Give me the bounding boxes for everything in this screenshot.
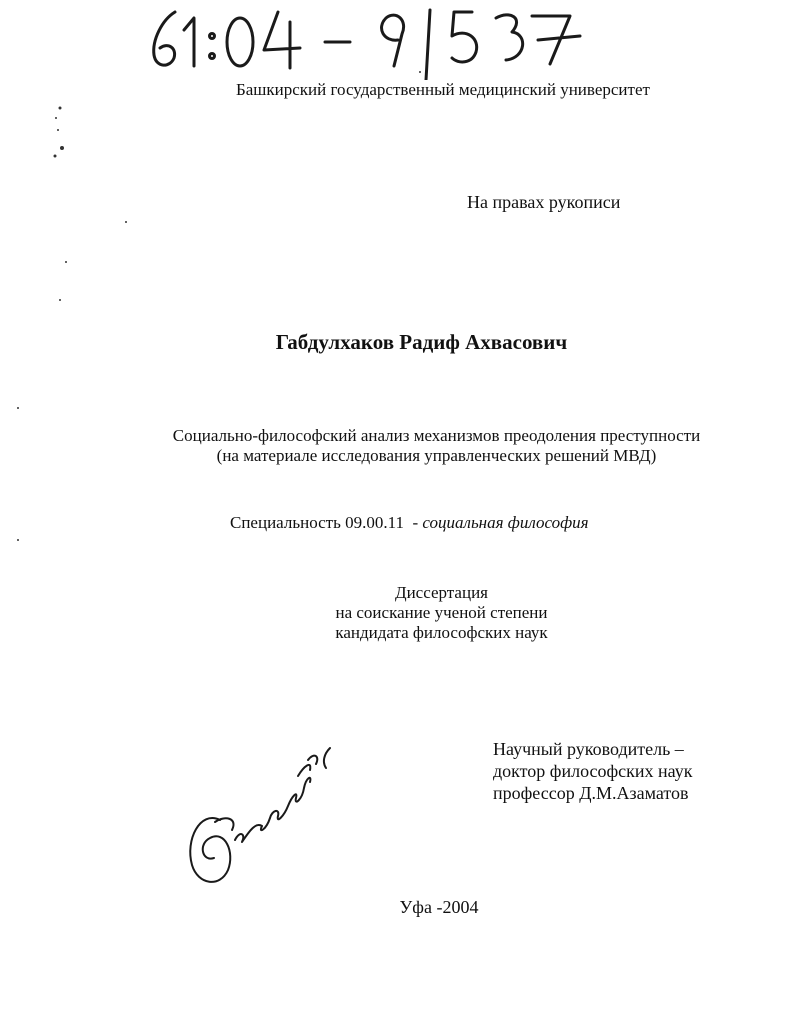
specialty bbox=[230, 513, 589, 533]
title-line-2: (на материале исследования управленческих решений МВД) bbox=[216, 446, 657, 465]
handwritten-archive-number bbox=[140, 0, 610, 80]
thesis-degree bbox=[0, 583, 793, 643]
city-year: Уфа -2004 bbox=[399, 897, 479, 917]
specialty-name: социальная философия bbox=[422, 513, 589, 532]
specialty-separator: - bbox=[412, 513, 419, 532]
specialty-label: Специальность 09.00.11 bbox=[230, 513, 404, 532]
thesis-line-3: кандидата философских наук bbox=[335, 623, 548, 642]
thesis-line-2: на соискание ученой степени bbox=[335, 603, 548, 622]
supervisor-line-2: доктор философских наук bbox=[493, 761, 693, 781]
supervisor-line-1: Научный руководитель – bbox=[493, 739, 684, 759]
supervisor-line-3: профессор Д.М.Азаматов bbox=[493, 783, 689, 803]
author-name: Габдулхаков Радиф Ахвасович bbox=[275, 330, 568, 354]
signature-drawing bbox=[180, 730, 350, 900]
handwritten-archive-number-drawing bbox=[140, 0, 610, 80]
title-line-1: Социально-философский анализ механизмов преодоления преступности bbox=[172, 426, 701, 445]
university-name: Башкирский государственный медицинский университет bbox=[236, 80, 650, 99]
supervisor-block bbox=[493, 738, 693, 804]
author-signature bbox=[180, 730, 350, 900]
thesis-line-1: Диссертация bbox=[394, 583, 488, 602]
dissertation-title bbox=[0, 426, 793, 466]
rights-note: На правах рукописи bbox=[467, 192, 621, 212]
